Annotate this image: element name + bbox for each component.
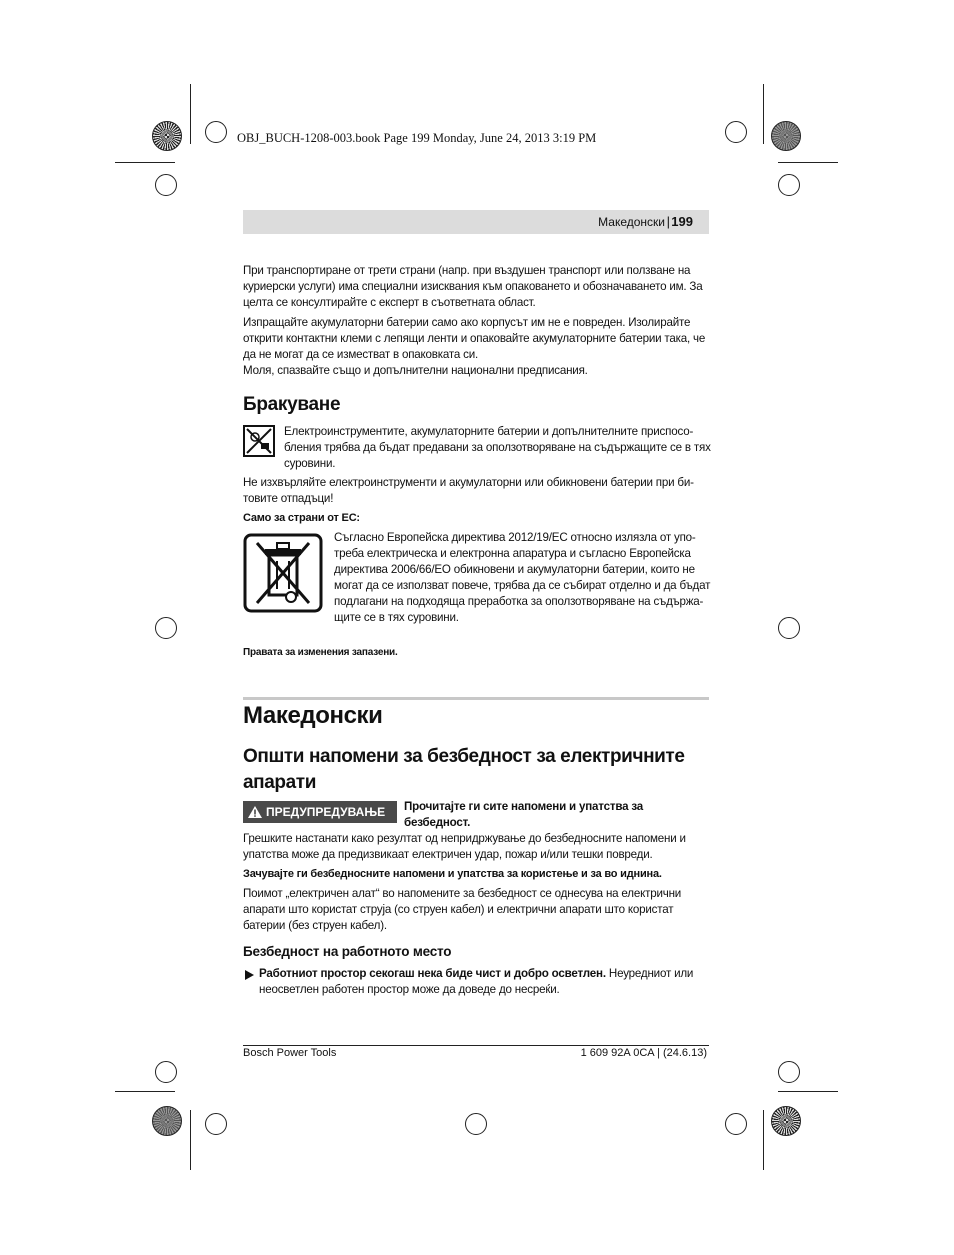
crop-mark bbox=[763, 1110, 764, 1170]
crop-mark bbox=[115, 1091, 175, 1092]
registration-mark-icon bbox=[155, 617, 177, 639]
crop-mark bbox=[778, 162, 838, 163]
bullet-arrow-icon bbox=[245, 967, 254, 985]
crop-mark bbox=[778, 1091, 838, 1092]
section-heading: Бракуване bbox=[243, 394, 341, 415]
rights-note: Правата за изменения запазени. bbox=[243, 647, 398, 658]
transport-section bbox=[243, 263, 711, 379]
warning-badge-label: ПРЕДУПРЕДУВАЊЕ bbox=[266, 805, 386, 819]
rights-wrap bbox=[243, 645, 711, 661]
recycle-tools-icon bbox=[243, 425, 275, 457]
bullet-item bbox=[259, 966, 711, 998]
paragraph: Поимот „електричен алат“ во напомените за безбедност се однесува на електрични апарати што користат струја (со струен кабел) и електрични апарати што користат батерии (без струен кабел). bbox=[243, 887, 682, 932]
warning-text-top bbox=[404, 799, 704, 831]
warning-badge bbox=[243, 801, 397, 823]
footer-rule bbox=[243, 1045, 709, 1046]
warning-triangle-icon bbox=[248, 806, 262, 818]
header-separator: | bbox=[666, 214, 670, 229]
paragraph: Моля, спазвайте също и допълнителни национални предписания. bbox=[243, 364, 588, 377]
crop-mark bbox=[190, 84, 191, 144]
subsection-heading: Безбедност на работното место bbox=[243, 944, 452, 959]
page-number: 199 bbox=[671, 214, 693, 229]
registration-mark-icon bbox=[205, 121, 227, 143]
crop-mark bbox=[190, 1110, 191, 1170]
keep-note: Зачувајте ги безбедносните напомени и упатства за користење и за во иднина. bbox=[243, 868, 662, 880]
section-divider bbox=[243, 697, 709, 700]
section-heading: Општи напомени за безбедност за електричните апарати bbox=[243, 746, 685, 793]
registration-mark-icon bbox=[465, 1113, 487, 1135]
disposal-note bbox=[243, 475, 711, 507]
registration-mark-icon bbox=[778, 1061, 800, 1083]
color-rosette-icon bbox=[152, 121, 182, 151]
paragraph: При транспортиране от трети страни (напр. при въздушен транспорт или ползване на куриерски услуги) има специални изисквания към опаковането и обозначаването им. За целта се консултирайте с експерт в съответната област. bbox=[243, 264, 703, 309]
warning-text-rest bbox=[243, 831, 711, 863]
disposal-intro bbox=[284, 424, 712, 472]
footer-right: 1 609 92A 0CA | (24.6.13) bbox=[580, 1047, 707, 1059]
print-job-line: OBJ_BUCH-1208-003.book Page 199 Monday, June 24, 2013 3:19 PM bbox=[237, 131, 597, 145]
paragraph: Не изхвърляйте електроинструменти и акумулаторни или обикновени батерии при би-товите отпадъци! bbox=[243, 476, 694, 505]
crop-mark bbox=[763, 84, 764, 144]
registration-mark-icon bbox=[155, 1061, 177, 1083]
language-title: Македонски bbox=[243, 702, 383, 729]
registration-mark-icon bbox=[778, 174, 800, 196]
color-rosette-icon bbox=[152, 1106, 182, 1136]
crossed-out-bin-icon bbox=[243, 533, 323, 613]
footer-left: Bosch Power Tools bbox=[243, 1047, 337, 1059]
registration-mark-icon bbox=[778, 617, 800, 639]
eu-directive bbox=[334, 530, 712, 626]
eu-label: Само за страни от ЕС: bbox=[243, 512, 360, 524]
paragraph: Изпращайте акумулаторни батерии само ако корпусът им не е повреден. Изолирайте открити контактни клеми с лепящи ленти и опаковайте акумулаторните батерии така, че да не могат да се изместват в опаковката си. bbox=[243, 316, 706, 361]
color-rosette-icon bbox=[771, 1106, 801, 1136]
registration-mark-icon bbox=[725, 121, 747, 143]
page-header bbox=[243, 210, 709, 234]
registration-mark-icon bbox=[205, 1113, 227, 1135]
bullet-text bbox=[259, 966, 711, 998]
bullet-bold: Работниот простор секогаш нека биде чист и добро осветлен. bbox=[259, 967, 606, 980]
eu-label-wrap bbox=[243, 510, 711, 526]
keep-note-wrap bbox=[243, 866, 711, 882]
registration-mark-icon bbox=[725, 1113, 747, 1135]
bullet-rest: Неуредниот или неосветлен работен простор може да доведе до несреќи. bbox=[259, 967, 694, 996]
warning-bold-text: Прочитајте ги сите напомени и упатства за безбедност. bbox=[404, 800, 644, 829]
registration-mark-icon bbox=[155, 174, 177, 196]
color-rosette-icon bbox=[771, 121, 801, 151]
header-language: Македонски bbox=[598, 215, 665, 229]
crop-mark bbox=[115, 162, 175, 163]
paragraph: Грешките настанати како резултат од непридржување до безбедносните напомени и упатства може да предизвикаат електричен удар, пожар и/или тешки повреди. bbox=[243, 832, 686, 861]
term-note-wrap bbox=[243, 886, 711, 934]
paragraph: Електроинструментите, акумулаторните батерии и допълнителните приспосо-бления трябва да бъдат предавани за оползотворяване на съдържащите се в тях суровини. bbox=[284, 425, 711, 470]
paragraph: Съгласно Европейска директива 2012/19/ЕС относно излязла от упо-треба електрическа и електронна апаратура и съгласно Европейска директива 2006/66/ЕО обикновени и акумулаторни батерии, които не могат да се използват повече, трябва да се събират отделно и да бъдат подлагани на подходяща преработка за оползотворяване на съдържа-щите се в тях суровини. bbox=[334, 531, 711, 624]
